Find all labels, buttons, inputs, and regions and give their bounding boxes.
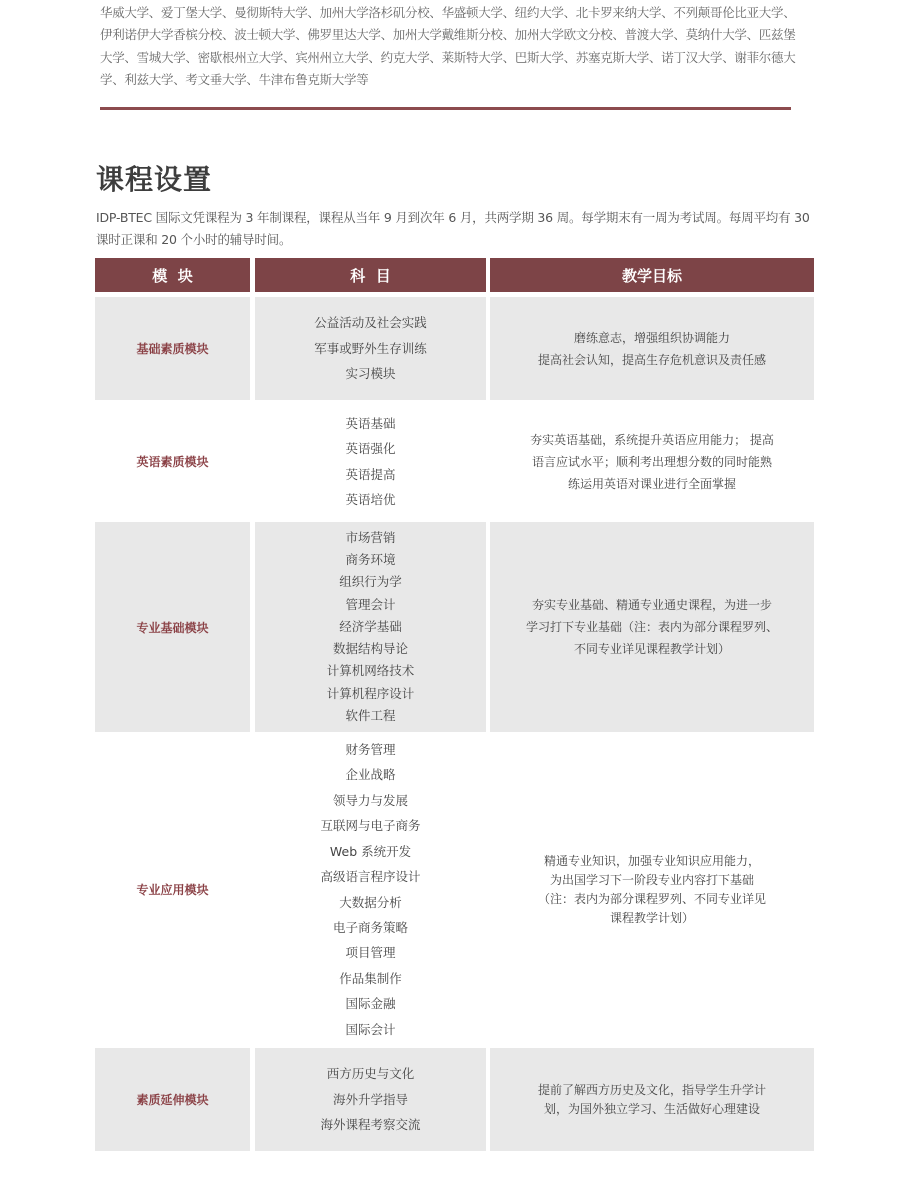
goal-text: 夯实专业基础、精通专业通史课程，为进一步 学习打下专业基础（注：表内为部分课程罗列、 不同专业详见课程教学计划） — [525, 598, 778, 656]
subject-item: 项目管理 — [345, 945, 396, 961]
module-cell: 专业应用模块 — [136, 883, 209, 897]
subject-item: 软件工程 — [345, 707, 396, 723]
module-cell: 基础素质模块 — [95, 297, 250, 400]
goal-text: 提前了解西方历史及文化，指导学生升学计 划，为国外独立学习、生活做好心理建设 — [537, 1082, 766, 1116]
university-list: 华威大学、爱丁堡大学、曼彻斯特大学、加州大学洛杉矶分校、华盛顿大学、纽约大学、北卡罗来纳大学、不列颠哥伦比亚大学、伊利诺伊大学香槟分校、波士顿大学、佛罗里达大学、加州大学戴维斯分校、加州大学欧文分校、普渡大学、莫纳什大学、匹兹堡大学、雪城大学、密歇根州立大学、宾州州立大学、约克大学、莱斯特大学、巴斯大学、苏塞克斯大学、诺丁汉大学、谢菲尔德大学、利兹大学、考文垂大学、牛津布鲁克斯大学等 — [100, 5, 796, 87]
subject-item: 企业战略 — [345, 767, 396, 783]
course-intro: IDP-BTEC 国际文凭课程为 3 年制课程，课程从当年 9 月到次年 6 月，共两学期 36 周。每学期末有一周为考试周。每周平均有 30 课时正课和 20 个小时的辅导时间。 — [96, 210, 810, 247]
header-module: 模 块 — [95, 258, 250, 292]
subject-item: 计算机程序设计 — [326, 685, 415, 701]
subject-item: 商务环境 — [345, 552, 396, 568]
header-goal: 教学目标 — [490, 258, 814, 292]
goal-text: 夯实英语基础，系统提升英语应用能力； 提高 语言应试水平；顺利考出理想分数的同时能熟 练运用英语对课业进行全面掌握 — [530, 432, 774, 491]
subject-item: 英语强化 — [345, 441, 396, 456]
module-cell: 素质延伸模块 — [95, 1048, 250, 1151]
subject-item: 高级语言程序设计 — [320, 869, 421, 885]
subject-item: 国际金融 — [345, 996, 396, 1012]
subject-cell — [255, 737, 486, 1042]
goal-cell — [490, 737, 814, 1042]
goal-text: 精通专业知识，加强专业知识应用能力， 为出国学习下一阶段专业内容打下基础 （注：表内为部分课程罗列、不同专业详见 课程教学计划） — [537, 853, 766, 925]
subject-item: 电子商务策略 — [332, 919, 408, 935]
goal-cell — [490, 522, 814, 732]
subject-item: 西方历史与文化 — [326, 1066, 415, 1082]
goal-cell — [490, 1048, 814, 1151]
subject-item: 英语培优 — [345, 492, 396, 507]
subject-item: 组织行为学 — [339, 574, 402, 590]
subject-cell — [255, 297, 486, 400]
subject-item: 英语基础 — [345, 415, 396, 431]
section-title: 课程设置 — [96, 163, 213, 196]
header-subject: 科 目 — [255, 258, 486, 292]
subject-cell — [255, 522, 486, 732]
subject-item: 实习模块 — [345, 366, 396, 382]
subject-item: 计算机网络技术 — [326, 663, 415, 679]
goal-text: 磨练意志，增强组织协调能力 提高社会认知，提高生存危机意识及责任感 — [537, 330, 766, 367]
subject-item: 经济学基础 — [339, 618, 402, 634]
section-divider — [100, 107, 791, 110]
subject-item: 大数据分析 — [339, 894, 402, 910]
subject-item: 海外课程考察交流 — [320, 1117, 421, 1133]
subject-cell — [255, 1048, 486, 1151]
subject-item: 作品集制作 — [339, 970, 402, 986]
subject-item: 财务管理 — [345, 742, 396, 758]
subject-item: 国际会计 — [345, 1021, 396, 1037]
goal-cell — [490, 297, 814, 400]
goal-cell — [490, 410, 814, 513]
subject-item: Web 系统开发 — [329, 843, 412, 859]
module-cell: 英语素质模块 — [136, 455, 209, 469]
subject-item: 公益活动及社会实践 — [314, 315, 427, 331]
subject-item: 管理会计 — [345, 596, 396, 612]
subject-item: 军事或野外生存训练 — [314, 340, 427, 356]
subject-item: 领导力与发展 — [332, 792, 408, 808]
subject-item: 海外升学指导 — [332, 1091, 408, 1107]
subject-item: 英语提高 — [345, 466, 396, 482]
subject-item: 互联网与电子商务 — [320, 818, 421, 834]
subject-item: 数据结构导论 — [332, 641, 408, 657]
subject-item: 市场营销 — [345, 530, 396, 546]
subject-cell — [255, 410, 486, 513]
module-cell: 专业基础模块 — [95, 522, 250, 732]
